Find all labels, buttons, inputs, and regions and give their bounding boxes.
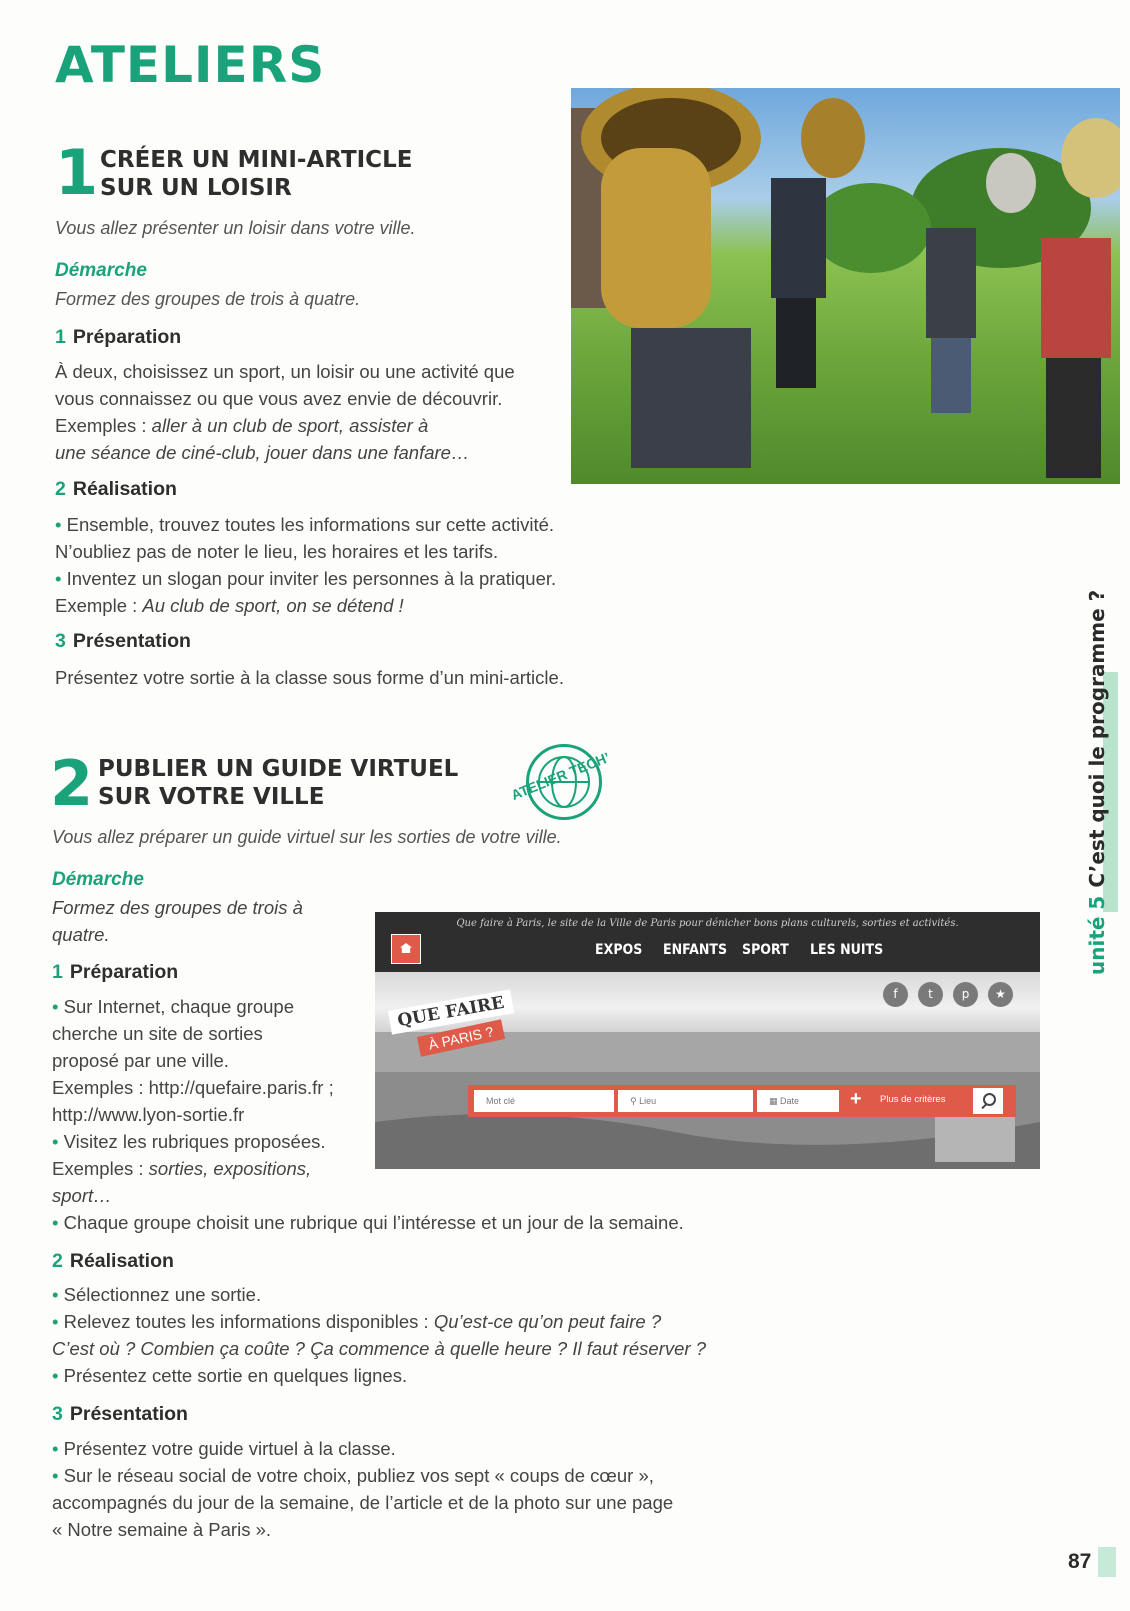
site-tagline: Que faire à Paris, le site de la Ville de Paris pour dénicher bons plans culturels, sorties et activités. (456, 918, 959, 929)
text-line: Exemples : http://quefaire.paris.fr ; (52, 1077, 334, 1098)
text-italic: Qu’est-ce qu’on peut faire ? (433, 1311, 662, 1332)
text-line: À deux, choisissez un sport, un loisir ou une activité que (55, 361, 515, 382)
pinterest-icon[interactable]: p (953, 982, 978, 1007)
section1-step2-heading (55, 478, 177, 501)
nav-item-expos[interactable]: EXPOS (595, 942, 643, 958)
step-number: 2 (55, 478, 66, 500)
bullet-icon: • (55, 568, 67, 589)
text-prefix: Exemples : (52, 1158, 149, 1179)
bullet-icon: • (52, 1131, 64, 1152)
text: Présentez cette sortie en quelques lignes. (63, 1365, 408, 1386)
text-line: vous connaissez ou que vous avez envie de découvrir. (55, 388, 503, 409)
plus-icon[interactable]: + (850, 1088, 862, 1110)
bullet-line (52, 1281, 706, 1308)
bullet-icon: • (52, 1465, 64, 1486)
section1-number: 1 (55, 136, 99, 209)
text: Visitez les rubriques proposées. (63, 1131, 326, 1152)
unit-label: unité 5 (1085, 895, 1109, 975)
section2-step1-heading (52, 961, 178, 984)
quefaire-website-screenshot (375, 912, 1040, 1169)
location-input[interactable] (618, 1090, 753, 1112)
text-line: sport… (52, 1185, 112, 1206)
nav-item-enfants[interactable]: ENFANTS (663, 942, 728, 958)
location-placeholder: Lieu (639, 1096, 657, 1106)
date-input[interactable] (757, 1090, 839, 1112)
keyword-input[interactable]: Mot clé (474, 1090, 614, 1112)
bullet-icon: • (55, 514, 67, 535)
text-prefix: Exemples : (55, 415, 152, 436)
section1-intro: Vous allez présenter un loisir dans votre ville. (55, 218, 416, 238)
text-line: Formez des groupes de trois à (52, 897, 303, 918)
text-line: une séance de ciné-club, jouer dans une fanfare… (55, 442, 470, 463)
search-icon[interactable] (973, 1088, 1003, 1114)
page-title: ATELIERS (55, 36, 326, 94)
chapter-label (1085, 590, 1109, 975)
section2-title (98, 755, 458, 811)
bullet-line (55, 565, 556, 592)
bullet-icon: • (52, 1438, 64, 1459)
text-line: accompagnés du jour de la semaine, de l’article et de la photo sur une page (52, 1492, 674, 1513)
step-number: 2 (52, 1250, 63, 1272)
home-icon[interactable] (391, 934, 421, 964)
section2-step3-heading (52, 1403, 188, 1426)
text-line: proposé par une ville. (52, 1050, 229, 1071)
step-number: 3 (55, 630, 66, 652)
section2-number: 2 (50, 747, 94, 820)
text-line: « Notre semaine à Paris ». (52, 1519, 272, 1540)
page-number-tab (1098, 1547, 1116, 1577)
text-line: quatre. (52, 924, 110, 945)
calendar-icon: ▦ (769, 1096, 781, 1106)
section1-step1-text (55, 358, 515, 466)
text-line: Présentez votre sortie à la classe sous forme d’un mini-article. (55, 667, 564, 688)
banner-a-paris: À PARIS ? (417, 1019, 505, 1056)
brass-band-photo (571, 88, 1120, 484)
bullet-icon: • (52, 1365, 64, 1386)
brass-band-illustration (571, 88, 1120, 484)
bullet-icon: • (52, 1311, 64, 1332)
step-number: 1 (55, 326, 66, 348)
text: Chaque groupe choisit une rubrique qui l’intéresse et un jour de la semaine. (63, 1212, 684, 1233)
step-title: Réalisation (72, 478, 177, 500)
bullet-line (52, 1435, 673, 1462)
step-title: Présentation (69, 1403, 188, 1425)
text: Sélectionnez une sortie. (63, 1284, 262, 1305)
date-placeholder: Date (780, 1096, 800, 1106)
text-line: cherche un site de sorties (52, 1023, 263, 1044)
bullet-line (52, 1462, 673, 1489)
bullet-icon: • (52, 1212, 64, 1233)
paris-panorama (375, 972, 1040, 1169)
section2-title-line1: PUBLIER UN GUIDE VIRTUEL (98, 756, 459, 782)
text-line: N’oubliez pas de noter le lieu, les horaires et les tarifs. (55, 541, 499, 562)
bullet-line (52, 1362, 706, 1389)
section2-step3-text (52, 1435, 673, 1543)
step-title: Préparation (69, 961, 179, 983)
step-title: Préparation (72, 326, 182, 348)
bullet-line (55, 511, 556, 538)
section2-step2-heading (52, 1250, 174, 1273)
step-number: 3 (52, 1403, 63, 1425)
section2-step2-text (52, 1281, 706, 1389)
text-italic: Au club de sport, on se détend ! (142, 595, 404, 616)
section1-title (100, 146, 412, 202)
text: Ensemble, trouvez toutes les informations sur cette activité. (66, 514, 555, 535)
text: Sur Internet, chaque groupe (63, 996, 295, 1017)
step-title: Présentation (72, 630, 191, 652)
text-italic: sorties, expositions, (148, 1158, 312, 1179)
bullet-line (52, 1209, 684, 1236)
step-number: 1 (52, 961, 63, 983)
page-number: 87 (1068, 1550, 1092, 1573)
section2-intro: Vous allez préparer un guide virtuel sur les sorties de votre ville. (52, 827, 562, 847)
step-title: Réalisation (69, 1250, 174, 1272)
section1-step2-text (55, 511, 556, 619)
location-pin-icon: ⚲ (630, 1096, 640, 1106)
nav-item-les-nuits[interactable]: LES NUITS (810, 942, 884, 958)
banner-que-faire: QUE FAIRE (388, 989, 514, 1034)
text: Inventez un slogan pour inviter les personnes à la pratiquer. (66, 568, 557, 589)
section2-demarche-text (52, 894, 303, 948)
text: Présentez votre guide virtuel à la classe. (63, 1438, 396, 1459)
text-prefix: Relevez toutes les informations disponibles : (63, 1311, 434, 1332)
section1-step1-heading (55, 326, 181, 349)
favorite-star-icon[interactable]: ★ (988, 982, 1013, 1007)
text-prefix: Exemple : (55, 595, 143, 616)
bullet-line (52, 1308, 706, 1335)
more-criteria-link[interactable]: Plus de critères (880, 1094, 946, 1105)
text-line (55, 412, 515, 439)
section2-title-line2: SUR VOTRE VILLE (98, 784, 325, 810)
section1-demarche-label: Démarche (55, 260, 147, 281)
bullet-icon: • (52, 996, 64, 1017)
text-line: C’est où ? Combien ça coûte ? Ça commence à quelle heure ? Il faut réserver ? (52, 1338, 707, 1359)
facebook-icon[interactable]: f (883, 982, 908, 1007)
site-header (375, 912, 1040, 972)
section1-title-line2: SUR UN LOISIR (100, 175, 292, 201)
nav-item-sport[interactable]: SPORT (742, 942, 789, 958)
text-line: http://www.lyon-sortie.fr (52, 1104, 245, 1125)
text: Sur le réseau social de votre choix, publiez vos sept « coups de cœur », (63, 1465, 654, 1486)
section1-step3-heading (55, 630, 191, 653)
text-italic: aller à un club de sport, assister à (151, 415, 429, 436)
section1-title-line1: CRÉER UN MINI-ARTICLE (100, 147, 413, 173)
section1-demarche-text: Formez des groupes de trois à quatre. (55, 289, 361, 309)
chapter-title: C’est quoi le programme ? (1085, 589, 1109, 888)
section1-step3-text (55, 664, 564, 691)
search-bar (468, 1085, 1016, 1117)
atelier-tech-label: ATELIER TECH’ (508, 748, 612, 804)
text-line (55, 592, 556, 619)
bullet-icon: • (52, 1284, 64, 1305)
twitter-icon[interactable]: t (918, 982, 943, 1007)
section2-demarche-label: Démarche (52, 869, 144, 890)
